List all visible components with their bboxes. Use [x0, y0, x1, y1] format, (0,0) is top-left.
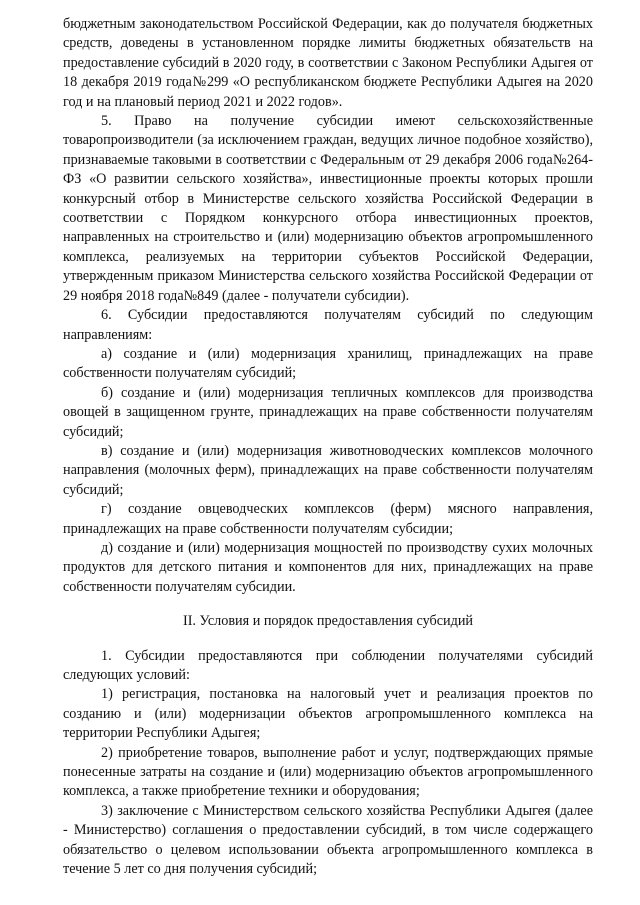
condition-item-2: 2) приобретение товаров, выполнение работ и услуг, подтверждающих прямые понесенные затраты на создание и (или) модернизацию объектов агропромышленного комплекса, а также приобретение техники и оборудования;: [63, 744, 593, 800]
section-heading: II. Условия и порядок предоставления субсидий: [182, 613, 474, 630]
paragraph-budget-continuation: бюджетным законодательством Российской Федерации, как до получателя бюджетных средств, доведены в установленном порядке лимиты бюджетных обязательств на предоставление субсидий в 2020 году, в соответствии с Законом Республики Адыгея от 18 декабря 2019 года№299 «О республиканском бюджете Республики Адыгея на 2020 год и на плановый период 2021 и 2022 годов».: [63, 16, 593, 110]
list-item-g: г) создание овцеводческих комплексов (ферм) мясного направления, принадлежащих на праве собственности получателям субсидии;: [63, 501, 593, 537]
list-item-d: д) создание и (или) модернизация мощностей по производству сухих молочных продуктов для детского питания и компонентов для них, принадлежащих на праве собственности получателям субсидии.: [63, 539, 593, 595]
document-body: [63, 15, 593, 879]
paragraph-1-conditions: 1. Субсидии предоставляются при соблюдении получателями субсидий следующих условий:: [63, 647, 593, 683]
paragraph-5-eligibility: 5. Право на получение субсидии имеют сельскохозяйственные товаропроизводители (за исключением граждан, ведущих личное подобное хозяйство), признаваемые таковыми в соответствии с Федеральным от 29 декабря 2006 года№264-ФЗ «О развитии сельского хозяйства», инвестиционные проекты которых прошли конкурсный отбор в Министерстве сельского хозяйства Российской Федерации в соответствии с Порядком конкурсного отбора инвестиционных проектов, направленных на строительство и (или) модернизацию объектов агропромышленного комплекса, реализуемых на территории субъектов Российской Федерации, утвержденным приказом Министерства сельского хозяйства Российской Федерации от 29 ноября 2018 года№849 (далее - получатели субсидии).: [63, 113, 593, 304]
condition-item-3: 3) заключение с Министерством сельского хозяйства Республики Адыгея (далее - Министерство) соглашения о предоставлении субсидий, в том числе содержащего обязательство о целевом использовании объекта агропромышленного комплекса в течение 5 лет со дня получения субсидий;: [63, 802, 593, 878]
paragraph-6-directions: 6. Субсидии предоставляются получателям субсидий по следующим направлениям:: [63, 307, 593, 343]
list-item-b: б) создание и (или) модернизация тепличных комплексов для производства овощей в защищенном грунте, принадлежащих на праве собственности получателям субсидий;: [63, 384, 593, 440]
condition-item-1: 1) регистрация, постановка на налоговый учет и реализация проектов по созданию и (или) модернизации объектов агропромышленного комплекса на территории Республики Адыгея;: [63, 686, 593, 742]
list-item-a: а) создание и (или) модернизация хранилищ, принадлежащих на праве собственности получателям субсидий;: [63, 345, 593, 382]
list-item-v: в) создание и (или) модернизация животноводческих комплексов молочного направления (молочных ферм), принадлежащих на праве собственности получателям субсидий;: [63, 442, 593, 498]
